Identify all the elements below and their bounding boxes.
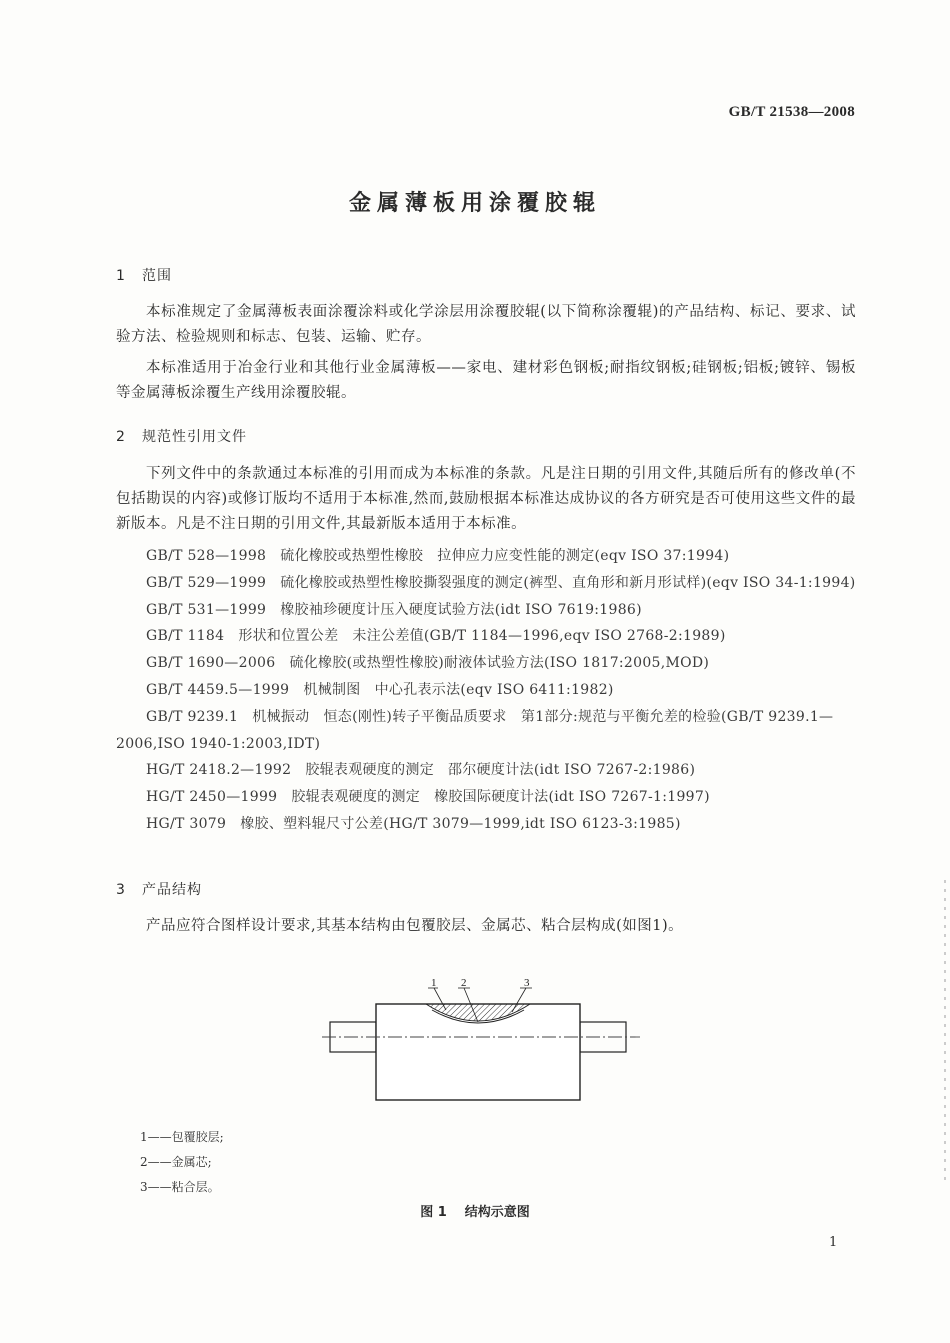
reference-item [116, 757, 856, 784]
reference-name: 硫化橡胶或热塑性橡胶撕裂强度的测定(裤型、直角形和新月形试样)(eqv ISO 34-1:1994) [280, 574, 856, 591]
reference-code: HG/T 3079 [146, 815, 227, 832]
reference-list [116, 543, 856, 838]
structure-paragraph: 产品应符合图样设计要求,其基本结构由包覆胶层、金属芯、粘合层构成(如图1)。 [146, 918, 684, 934]
figure-number: 图 1 [420, 1205, 447, 1220]
reference-name: 橡胶、塑料辊尺寸公差(HG/T 3079—1999,idt ISO 6123-3:1985) [240, 815, 681, 832]
reference-item [116, 570, 856, 597]
section-2-heading [116, 426, 247, 446]
reference-code: GB/T 1184 [146, 628, 225, 645]
reference-detail: 邵尔硬度计法(idt ISO 7267-2:1986) [448, 762, 696, 779]
reference-name: 机械振动 [252, 708, 310, 725]
reference-name: 形状和位置公差 [238, 628, 339, 645]
references-intro: 下列文件中的条款通过本标准的引用而成为本标准的条款。凡是注日期的引用文件,其随后所有的修改单(不包括勘误的内容)或修订版均不适用于本标准,然而,鼓励根据本标准达成协议的各方研究是否可使用这些文件的最新版本。凡是不注日期的引用文件,其最新版本适用于本标准。 [116, 466, 856, 532]
legend-item-2: 2——金属芯; [140, 1155, 212, 1169]
reference-item [116, 597, 856, 624]
reference-name: 橡胶袖珍硬度计压入硬度试验方法(idt ISO 7619:1986) [280, 601, 642, 618]
reference-detail: 未注公差值(GB/T 1184—1996,eqv ISO 2768-2:1989) [352, 628, 726, 645]
legend-item-3: 3——粘合层。 [140, 1180, 220, 1194]
reference-code: GB/T 4459.5—1999 [146, 681, 290, 698]
callout-3: 3 [524, 978, 530, 989]
reference-item [116, 650, 856, 677]
reference-name: 胶辊表观硬度的测定 [291, 789, 421, 806]
section-1-heading [116, 265, 172, 285]
reference-item [116, 543, 856, 570]
section-number: 1 [116, 268, 126, 284]
figure-caption-text: 结构示意图 [464, 1205, 530, 1220]
reference-detail: 拉伸应力应变性能的测定(eqv ISO 37:1994) [437, 548, 730, 564]
reference-name: 硫化橡胶或热塑性橡胶 [280, 548, 424, 564]
reference-item [116, 704, 856, 758]
callout-2: 2 [461, 978, 467, 989]
reference-item [116, 677, 856, 704]
reference-detail: 中心孔表示法(eqv ISO 6411:1982) [374, 681, 614, 698]
reference-name: 胶辊表观硬度的测定 [305, 762, 435, 779]
reference-item [116, 784, 856, 811]
standard-number: GB/T 21538—2008 [728, 104, 855, 120]
section-title: 规范性引用文件 [142, 429, 247, 445]
reference-name: 硫化橡胶(或热塑性橡胶)耐液体试验方法(ISO 1817:2005,MOD) [289, 655, 710, 672]
callout-1: 1 [431, 978, 437, 989]
scope-paragraph-1: 本标准规定了金属薄板表面涂覆涂料或化学涂层用涂覆胶辊(以下简称涂覆辊)的产品结构、标记、要求、试验方法、检验规则和标志、包装、运输、贮存。 [116, 304, 856, 345]
section-title: 范围 [142, 268, 172, 284]
legend-item-1: 1——包覆胶层; [140, 1130, 224, 1144]
reference-code: GB/T 9239.1 [146, 708, 239, 725]
reference-code: GB/T 1690—2006 [146, 655, 276, 672]
reference-name: 机械制图 [303, 681, 361, 698]
scan-edge-mark [944, 880, 946, 1180]
reference-code: GB/T 528—1998 [146, 548, 267, 564]
document-title: 金属薄板用涂覆胶辊 [348, 191, 601, 216]
reference-code: GB/T 531—1999 [146, 601, 267, 618]
reference-code: HG/T 2418.2—1992 [146, 762, 292, 779]
reference-item [116, 811, 856, 838]
reference-code: GB/T 529—1999 [146, 574, 267, 591]
reference-detail: 橡胶国际硬度计法(idt ISO 7267-1:1997) [434, 789, 710, 806]
reference-item [116, 623, 856, 650]
reference-detail: 恒态(刚性)转子平衡品质要求 第1部分:规范与平衡允差的检验(GB/T 9239.1—2006,ISO 1940-1:2003,IDT) [116, 708, 834, 752]
page-number: 1 [829, 1235, 838, 1250]
section-title: 产品结构 [142, 882, 202, 898]
figure-caption [0, 1201, 950, 1220]
section-number: 3 [116, 882, 126, 898]
section-3-heading [116, 879, 202, 899]
roller-structure-diagram [318, 978, 648, 1130]
scope-paragraph-2: 本标准适用于冶金行业和其他行业金属薄板——家电、建材彩色钢板;耐指纹钢板;硅钢板;铝板;镀锌、锡板等金属薄板涂覆生产线用涂覆胶辊。 [116, 360, 856, 401]
section-number: 2 [116, 429, 126, 445]
reference-code: HG/T 2450—1999 [146, 789, 278, 806]
